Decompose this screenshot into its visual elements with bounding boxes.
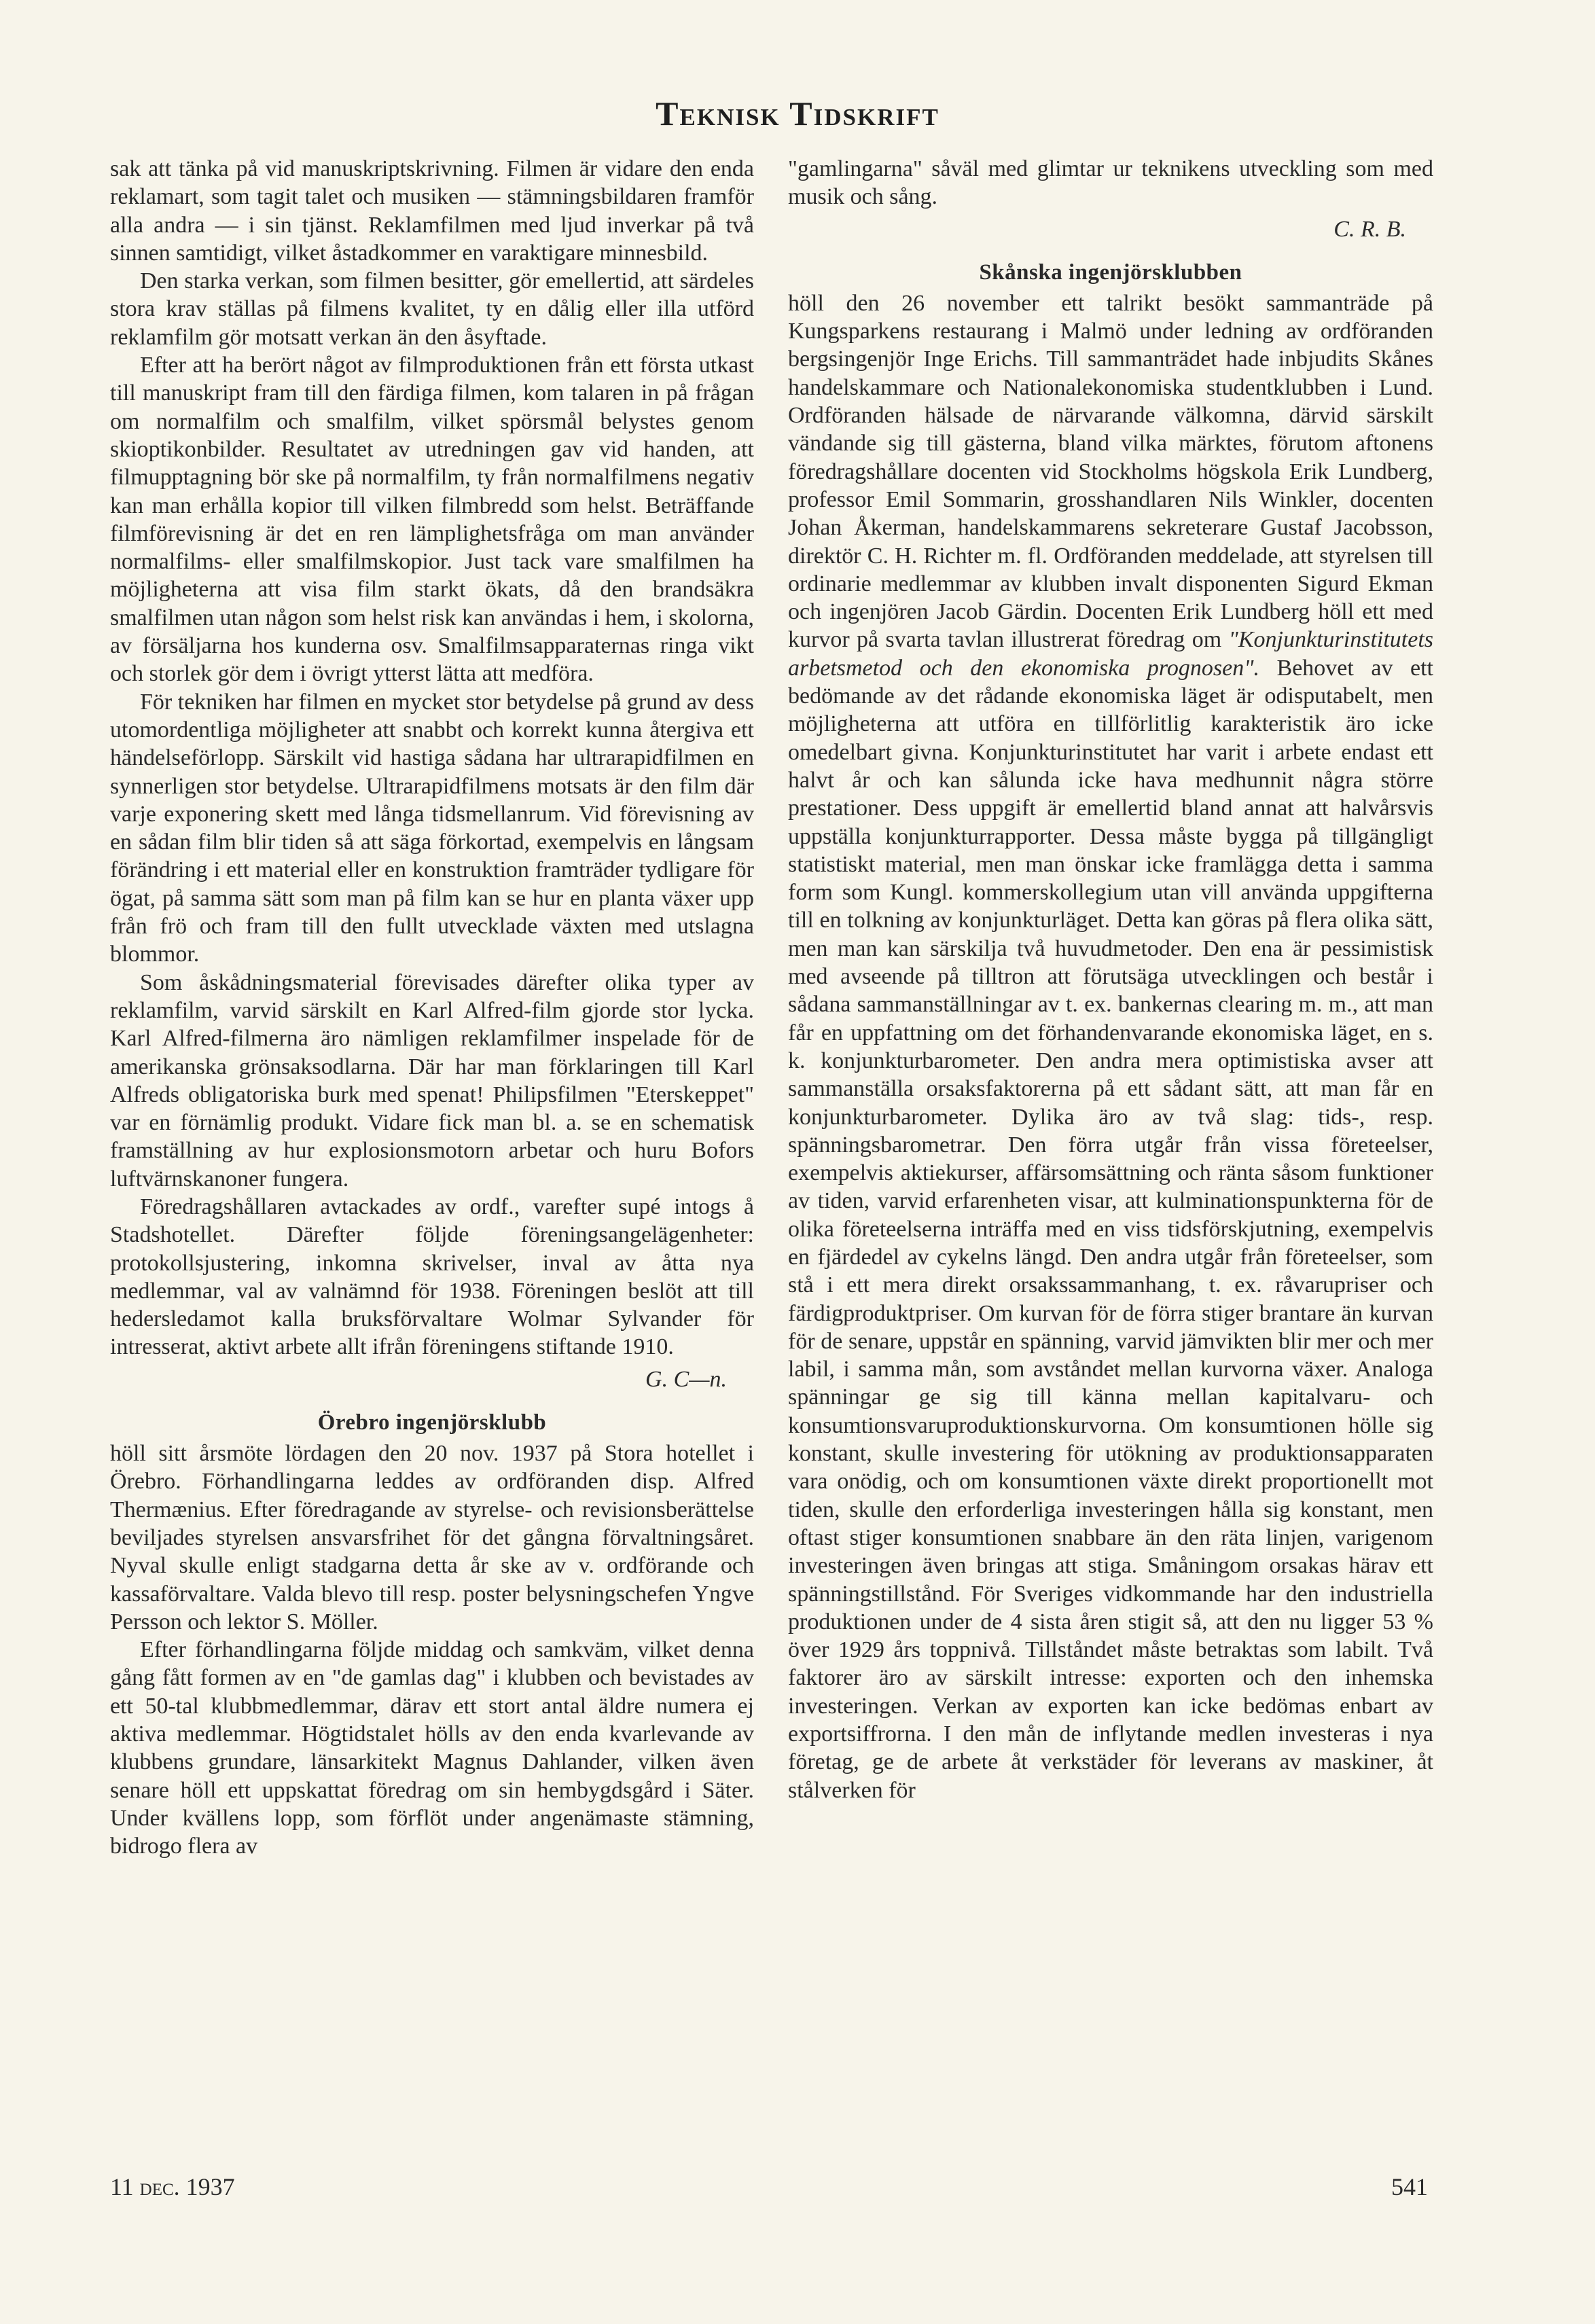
section-heading: Skånska ingenjörsklubben [979,260,1242,285]
section-heading: Örebro ingenjörsklubb [317,1410,547,1435]
paragraph: höll sitt årsmöte lördagen den 20 nov. 1937 på Stora hotellet i Örebro. Förhandlingarna leddes av ordföranden disp. Alfred Thermænius. Efter föredragande av styrelse- och revisionsberättelse beviljades styrelsen ansvarsfrihet för det gångna förvaltningsåret. Nyval skulle enligt stadgarna detta år ske av v. ordförande och kassaförvaltare. Valda blevo till resp. poster belysningschefen Yngve Persson och lektor S. Möller. [110,1441,754,1634]
paragraph: För tekniken har filmen en mycket stor betydelse på grund av dess utomordentliga möjligheter att snabbt och korrekt kunna återgiva ett händelseförlopp. Särskilt vid hastiga sådana har ultrarapidfilmen en synnerligen stor betydelse. Ultrarapidfilmens motsats är den film där varje exponering skett med långa tidsmellanrum. Vid förevisning av en sådan film blir tiden så att säga förkortad, exempelvis en långsam förändring i ett material eller en konstruktion framträder tydligare för ögat, på samma sätt som man på film kan se hur en planta växer upp från frö och fram till den fullt utvecklade växten med utslagna blommor. [110,689,754,967]
signature: C. R. B. [1333,216,1406,242]
paragraph: Föredragshållaren avtackades av ordf., varefter supé intogs å Stadshotellet. Därefter följde föreningsangelägenheter: protokollsjustering, inkomna skrivelser, inval av åtta nya medlemmar, val av valnämnd för 1938. Föreningen beslöt att till hedersledamot kalla bruksförvaltare Wolmar Sylvander för intresserat, aktivt arbete allt ifrån föreningens stiftande 1910. [110,1194,754,1360]
paragraph [788,289,1433,1804]
paragraph: Efter att ha berört något av filmproduktionen från ett första utkast till manuskript fram till den färdiga filmen, kom talaren in på frågan om normalfilm och smalfilm, vilket spörsmål belystes genom skioptikonbilder. Resultatet av utredningen gav vid handen, att filmupptagning bör ske på normalfilm, ty från normalfilmens negativ kan man erhålla kopior till vilken filmbredd som helst. Beträffande filmförevisning är det en ren lämplighetsfråga om man använder normalfilms- eller smalfilmskopior. Just tack vare smalfilmen ha möjligheterna att visa film starkt ökats, då den brandsäkra smalfilmen utan någon som helst risk kan användas i hem, i skolorna, av försäljarna hos kunderna osv. Smalfilmsapparaternas ringa vikt och storlek gör dem i övrigt ytterst lätta att medföra. [110,353,754,687]
signature: G. C—n. [645,1366,727,1392]
paragraph: "gamlingarna" såväl med glimtar ur teknikens utveckling som med musik och sång. [788,156,1433,210]
lecture-title: "Konjunkturinstitutets arbetsmetod och den ekonomiska prognosen". [788,627,1433,681]
masthead-title: Teknisk Tidskrift [656,94,939,132]
paragraph: sak att tänka på vid manuskriptskrivning. Filmen är vidare den enda reklamart, som tagit talet och musiken — stämningsbildaren framför alla andra — i sin tjänst. Reklamfilmen med ljud inverkar på två sinnen samtidigt, vilket åstadkommer en varaktigare minnesbild. [110,156,754,266]
right-column [788,155,1433,1804]
page-number: 541 [1391,2173,1428,2200]
paragraph: Efter förhandlingarna följde middag och samkväm, vilket denna gång fått formen av en "de gamlas dag" i klubben och bevistades av ett 50-tal klubbmedlemmar, därav ett stort antal äldre numera ej aktiva medlemmar. Högtidstalet hölls av den enda kvarlevande av klubbens grundare, länsarkitekt Magnus Dahlander, vilken även senare höll ett uppskattat föredrag om sin hembygdsgård i Säter. Under kvällens lopp, som förflöt under angenämaste stämning, bidrogo flera av [110,1637,754,1859]
issue-date: 11 dec. 1937 [110,2173,235,2200]
left-column [110,155,754,1861]
paragraph-text: höll den 26 november ett talrikt besökt sammanträde på Kungsparkens restaurang i Malmö under ledning av ordföranden bergsingenjör Inge Erichs. Till sammanträdet hade inbjudits Skånes handelskammare och Nationalekonomiska studentklubben i Lund. Ordföranden hälsade de närvarande välkomna, därvid särskilt vändande sig till gästerna, bland vilka märktes, förutom aftonens föredragshållare docenten vid Stockholms högskola Erik Lundberg, professor Emil Sommarin, grosshandlaren Nils Winkler, docenten Johan Åkerman, handelskammarens sekreterare Gustaf Jacobsson, direktör C. H. Richter m. fl. Ordföranden meddelade, att styrelsen till ordinarie medlemmar av klubben invalt disponenten Sigurd Ekman och ingenjören Jacob Gärdin. Docenten Erik Lundberg höll ett med kurvor på svarta tavlan illustrerat föredrag om [788,290,1433,653]
paragraph: Den starka verkan, som filmen besitter, gör emellertid, att särdeles stora krav ställas på filmens kvalitet, ty en dålig eller illa utförd reklamfilm gör motsatt verkan än den åsyftade. [110,268,754,350]
paragraph-text: Behovet av ett bedömande av det rådande ekonomiska läget är odisputabelt, men möjligheterna att utföra en tillförlitlig karakteristik äro icke omedelbart givna. Konjunkturinstitutet har varit i arbete endast ett halvt år och kan sålunda icke hava medhunnit några större prestationer. Dess uppgift är emellertid bland annat att halvårsvis uppställa konjunkturrapporter. Dessa måste bygga på tillgängligt statistiskt material, men man önskar icke framlägga detta i samma form som Kungl. kommerskollegium utan vill använda uppgifterna till en tolkning av konjunkturläget. Detta kan göras på flera olika sätt, men man kan särskilja två huvudmetoder. Den ena är pessimistisk med avseende på tilltron att förutsäga utvecklingen och består i sådana sammanställningar av t. ex. bankernas clearing m. m., att man får en uppfattning om det förhandenvarande ekonomiska läget, en s. k. konjunkturbarometer. Den andra mera optimistiska avser att sammanställa orsaksfaktorerna på ett sådant sätt, att man får en konjunkturbarometer. Dylika äro av två slag: tids-, resp. spänningsbarometrar. Den förra utgår från vissa företeelser, exempelvis aktiekurser, affärsomsättning och ränta såsom funktioner av tiden, varvid erfarenheten visar, att kulminationspunkterna för de olika företeelserna inträffa med en viss tidsförskjutning, exempelvis en fjärdedel av cykelns längd. Den andra utgår från företeelser, som stå i ett mera direkt orsakssammanhang, t. ex. råvarupriser och färdigproduktpriser. Om kurvan för de förra stiger brantare än kurvan för de senare, uppstår en spänning, varvid jämvikten blir mer och mer labil, i samma mån, som avståndet mellan kurvorna växer. Analoga spänningar ge sig till känna mellan kapitalvaru- och konsumtionsvaruproduktionskurvorna. Om konsumtionen hölle sig konstant, skulle investering för utökning av produktionsapparaten vara onödig, och om konsumtionen växte direkt proportionellt mot tiden, skulle den erforderliga investeringen hålla sig konstant, men oftast stiger konsumtionen snabbare än den räta linjen, varigenom investeringen även bringas att stiga. Småningom orsakas härav ett spänningstillstånd. För Sveriges vidkommande har den industriella produktionen under de 4 sista åren stigit så, att den nu ligger 53 % över 1929 års toppnivå. Tillståndet måste betraktas som labilt. Två faktorer äro av särskilt intresse: exporten och den inhemska investeringen. Verkan av exporten kan icke bedömas enbart av exportsiffrorna. I den mån de inflytande medlen investeras i nya företag, ge de arbete åt verkstäder för leverans av maskiner, åt stålverken för [788,655,1433,1803]
paragraph: Som åskådningsmaterial förevisades därefter olika typer av reklamfilm, varvid särskilt en Karl Alfred-film gjorde stor lycka. Karl Alfred-filmerna äro nämligen reklamfilmer inspelade för de amerikanska grönsaksodlarna. Där har man förklaringen till Karl Alfreds obligatoriska burk med spenat! Philipsfilmen "Eterskeppet" var en förnämlig produkt. Vidare fick man bl. a. se en schematisk framställning av hur explosionsmotorn arbetar och huru Bofors luftvärnskanoner fungera. [110,969,754,1192]
